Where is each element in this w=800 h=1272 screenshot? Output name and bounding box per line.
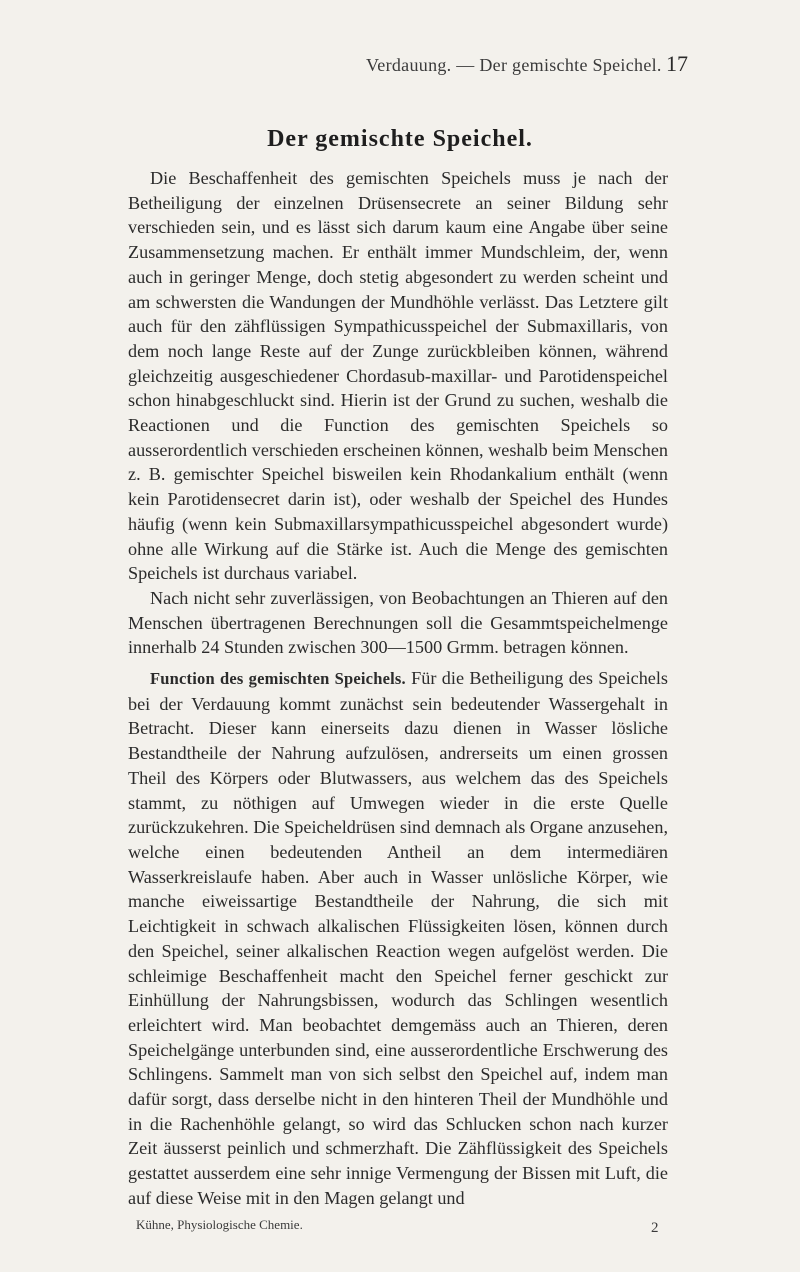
paragraph-function: [128, 666, 668, 1210]
page-number: 17: [666, 51, 688, 76]
paragraph-function-text: Für die Betheiligung des Speichels bei der Verdauung kommt zunächst sein bedeutender Wassergehalt in Betracht. Dieser kann einerseits dazu dienen in Wasser lösliche Bestandtheile der Nahrung aufzulösen, andrerseits um einen grossen Theil des Körpers oder Blutwassers, aus welchem das des Speichels stammt, zu nöthigen auf Umwegen wieder in die erste Quelle zurückzukehren. Die Speicheldrüsen sind demnach als Organe anzusehen, welche einen bedeutenden Antheil an dem intermediären Wasserkreislaufe haben. Aber auch in Wasser unlösliche Körper, wie manche eiweissartige Bestandtheile der Nahrung, die sich mit Leichtigkeit in schwach alkalischen Flüssigkeiten lösen, können durch den Speichel, seiner alkalischen Reaction wegen aufgelöst werden. Die schleimige Beschaffenheit macht den Speichel ferner geschickt zur Einhüllung der Nahrungsbissen, wodurch das Schlingen wesentlich erleichtert wird. Man beobachtet demgemäss auch an Thieren, deren Speichelgänge unterbunden sind, eine ausserordentliche Erschwerung des Schlingens. Sammelt man von sich selbst den Speichel auf, indem man dafür sorgt, dass derselbe nicht in den hinteren Theil der Mundhöhle und in die Rachenhöhle gelangt, so wird das Schlucken schon nach kurzer Zeit äusserst peinlich und schmerzhaft. Die Zähflüssigkeit des Speichels gestattet ausserdem eine sehr innige Vermengung der Bissen mit Luft, die auf diese Weise mit in den Magen gelangt und: [128, 668, 669, 1208]
running-head: [0, 51, 800, 85]
running-title: Verdauung. — Der gemischte Speichel.: [366, 55, 662, 75]
run-in-heading: Function des gemischten Speichels.: [150, 669, 406, 689]
footer-source: Kühne, Physiologische Chemie.: [136, 1217, 303, 1232]
section-heading: Der gemischte Speichel.: [267, 126, 533, 152]
signature-mark: 2: [651, 1220, 659, 1236]
body-text: [128, 166, 668, 1211]
paragraph-composition: Die Beschaffenheit des gemischten Speichels muss je nach der Betheiligung der einzelnen Drüsensecrete an seiner Bildung sehr verschieden sein, und es lässt sich darum kaum eine Angabe über seine Zusammensetzung machen. Er enthält immer Mundschleim, der, wenn auch in geringer Menge, doch stetig abgesondert zu werden scheint und am schwersten die Wandungen der Mundhöhle verlässt. Das Letztere gilt auch für den zähflüssigen Sympathicusspeichel der Submaxillaris, von dem noch lange Reste auf der Zunge zurückbleiben können, während gleichzeitig ausgeschiedener Chordasub-maxillar- und Parotidenspeichel schon hinabgeschluckt sind. Hierin ist der Grund zu suchen, weshalb die Reactionen und die Function des gemischten Speichels so ausserordentlich verschieden erscheinen können, weshalb beim Menschen z. B. gemischter Speichel bisweilen kein Rhodankalium enthält (wenn kein Parotidensecret darin ist), oder weshalb der Speichel des Hundes häufig (wenn kein Submaxillarsympathicusspeichel abgesondert wurde) ohne alle Wirkung auf die Stärke ist. Auch die Menge des gemischten Speichels ist durchaus variabel.: [128, 168, 668, 584]
paragraph-quantity: Nach nicht sehr zuverlässigen, von Beobachtungen an Thieren auf den Menschen übertragenen Berechnungen soll die Gesammtspeichelmenge innerhalb 24 Stunden zwischen 300—1500 Grmm. betragen können.: [128, 587, 668, 658]
